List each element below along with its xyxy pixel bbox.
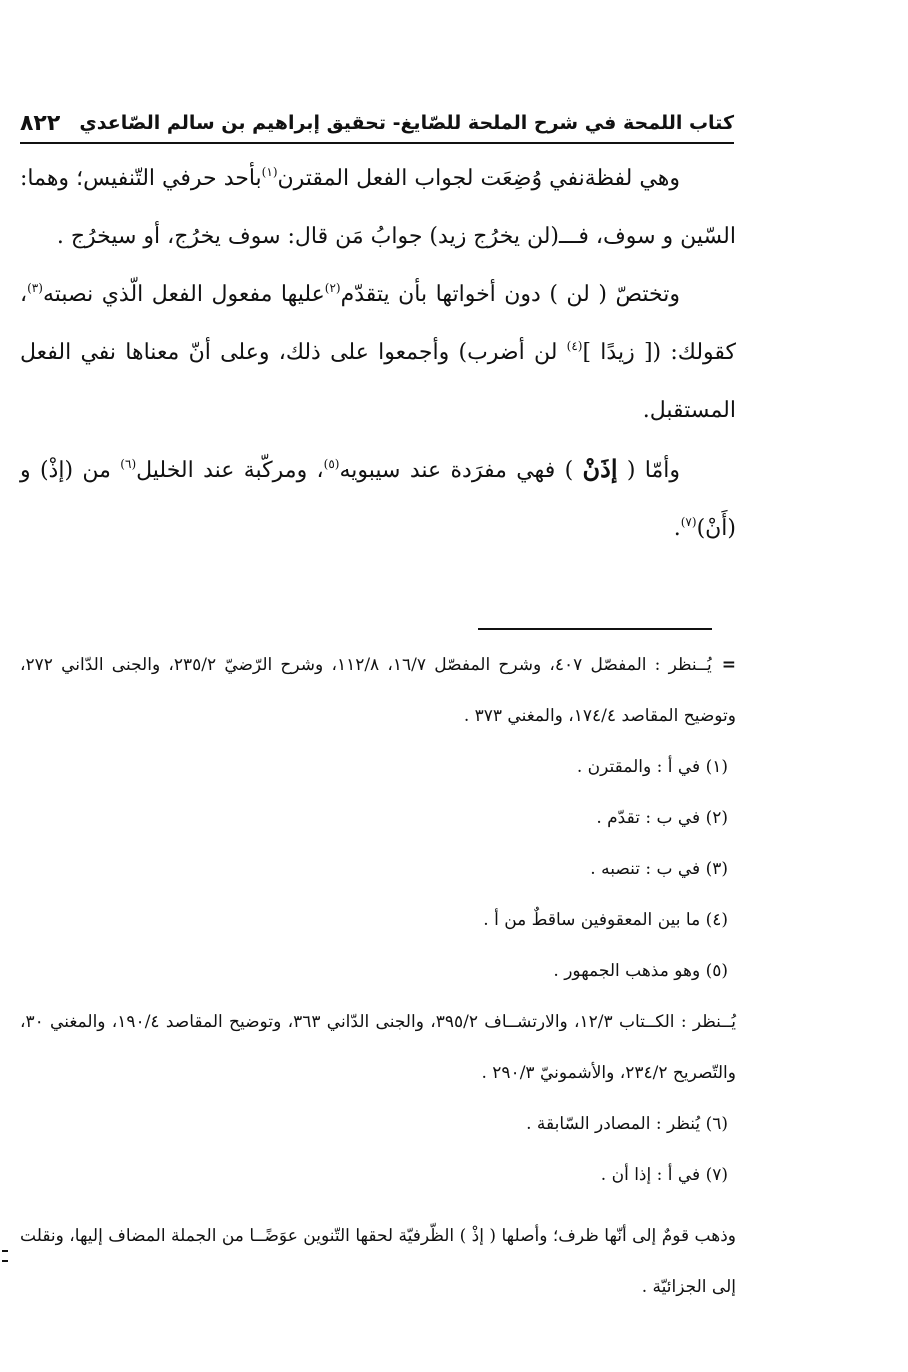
text-run: من (إذْ) و (أَنْ) bbox=[20, 458, 736, 541]
text-run: ، كقولك: ([ زيدًا ] bbox=[20, 282, 736, 365]
footnote-4: (٤) ما بين المعقوفين ساقطٌ من أ . bbox=[483, 910, 728, 930]
footnote-separator bbox=[478, 628, 712, 630]
text-run: وهي لفظةنفي وُضِعَت لجواب الفعل المقترن bbox=[277, 166, 680, 191]
text-run: لن أضرب) وأجمعوا على ذلك، وعلى أنّ معناها نفي الفعل المستقبل. bbox=[20, 340, 736, 423]
footnote-ref: (٢) bbox=[324, 281, 341, 295]
footnote-ref: (٥) bbox=[323, 457, 340, 471]
footnote-5: (٥) وهو مذهب الجمهور . bbox=[553, 961, 728, 981]
text-run: ) فهي مفرَدة عند سيبويه bbox=[339, 458, 583, 483]
header-title: كتاب اللمحة في شرح الملحة للصّايغ- تحقيق إبراهيم بن سالم الصّاعدي bbox=[79, 112, 734, 134]
bold-term: إذَنْ bbox=[582, 454, 618, 483]
running-header bbox=[20, 104, 734, 144]
footnotes bbox=[20, 640, 736, 1313]
text-run: بأحد حرفي التّنفيس؛ وهما: السّين و سوف، فـــ(لن يخرُج زيد) جوابُ مَن قال: سوف يخرُج، أو سيخرُج . bbox=[20, 166, 736, 249]
footnote-3: (٣) في ب : تنصبه . bbox=[590, 859, 728, 879]
page-number: ٨٢٢ bbox=[20, 110, 61, 136]
footnote-7-continuation: وذهب قومٌ إلى أنّها ظرف؛ وأصلها ( إذْ ) الظّرفيّة لحقها التّنوين عوَضًــا من الجملة المضاف إليها، ونقلت إلى الجزائيّة . bbox=[20, 1226, 736, 1297]
footnote-1: (١) في أ : والمقترن . bbox=[576, 757, 728, 777]
continuation-marker: = bbox=[721, 655, 737, 675]
paragraph-2 bbox=[20, 266, 736, 440]
footnote-continuation bbox=[20, 640, 736, 742]
text-run: . bbox=[673, 516, 681, 541]
footnote-ref: (١) bbox=[261, 165, 278, 179]
text-run: وأمّا ( bbox=[617, 458, 681, 483]
paragraph-3 bbox=[20, 440, 736, 558]
paragraph-1 bbox=[20, 150, 736, 266]
footnote-5-continuation: يُــنظر : الكــتاب ١٢/٣، والارتشــاف ٣٩٥/٢، والجنى الدّاني ٣٦٣، وتوضيح المقاصد ١٩٠/٤، والمغني ٣٠، والتّصريح ٢٣٤/٢، والأشمونيّ ٢٩٠/٣ . bbox=[20, 1012, 736, 1083]
footnote-ref: (٣) bbox=[27, 281, 43, 295]
footnote-ref: (٦) bbox=[120, 457, 137, 471]
text-run: عليها مفعول الفعل الّذي نصبته bbox=[42, 282, 325, 307]
text-run: ، ومركّبة عند الخليل bbox=[136, 458, 324, 483]
footnote-ref: (٧) bbox=[680, 515, 697, 529]
footnote-2: (٢) في ب : تقدّم . bbox=[596, 808, 728, 828]
footnote-ref: (٤) bbox=[566, 339, 583, 353]
footnote-text: يُــنظر : المفصّل ٤٠٧، وشرح المفصّل ١٦/٧، ١١٢/٨، وشرح الرّضيّ ٢٣٥/٢، والجنى الدّاني ٢٧٢، وتوضيح المقاصد ١٧٤/٤، والمغني ٣٧٣ . bbox=[20, 655, 736, 726]
text-run: وتختصّ ( لن ) دون أخواتها بأن يتقدّم bbox=[340, 282, 680, 307]
edge-equals-mark bbox=[2, 1250, 8, 1262]
main-text bbox=[20, 150, 736, 558]
footnote-6: (٦) يُنظر : المصادر السّابقة . bbox=[526, 1114, 728, 1134]
footnote-7: (٧) في أ : إذا أن . bbox=[600, 1165, 728, 1185]
